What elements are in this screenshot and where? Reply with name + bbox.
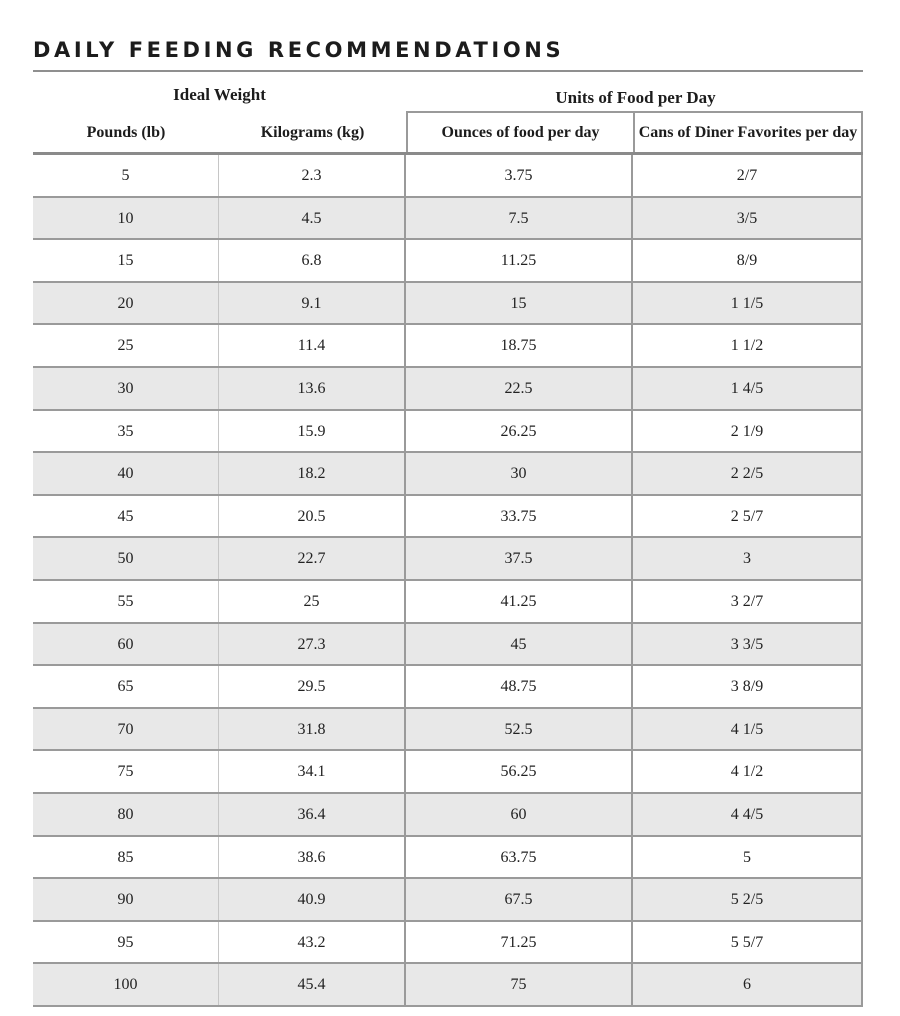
ounces-cell: 11.25 (406, 240, 633, 281)
column-header-ounces: Ounces of food per day (441, 124, 600, 141)
kilograms-cell: 45.4 (219, 964, 406, 1005)
table-row (33, 496, 863, 539)
ounces-cell: 37.5 (406, 538, 633, 579)
cans-cell: 2 2/5 (633, 453, 863, 494)
table-row (33, 837, 863, 880)
pounds-cell: 95 (33, 922, 219, 963)
pounds-cell: 45 (33, 496, 219, 537)
cans-cell: 3 8/9 (633, 666, 863, 707)
ounces-cell: 3.75 (406, 155, 633, 196)
ounces-cell: 63.75 (406, 837, 633, 878)
table-row (33, 368, 863, 411)
cans-cell: 3 2/7 (633, 581, 863, 622)
ounces-cell: 26.25 (406, 411, 633, 452)
kilograms-cell: 40.9 (219, 879, 406, 920)
kilograms-cell: 38.6 (219, 837, 406, 878)
pounds-cell: 80 (33, 794, 219, 835)
table-row (33, 581, 863, 624)
pounds-cell: 70 (33, 709, 219, 750)
table-row (33, 155, 863, 198)
cans-cell: 2 5/7 (633, 496, 863, 537)
kilograms-cell: 13.6 (219, 368, 406, 409)
ounces-cell: 41.25 (406, 581, 633, 622)
cans-cell: 3/5 (633, 198, 863, 239)
pounds-cell: 75 (33, 751, 219, 792)
units-header-frame-right (861, 111, 863, 153)
table-row (33, 964, 863, 1007)
kilograms-cell: 11.4 (219, 325, 406, 366)
pounds-cell: 20 (33, 283, 219, 324)
cans-cell: 2/7 (633, 155, 863, 196)
pounds-cell: 55 (33, 581, 219, 622)
ounces-cell: 15 (406, 283, 633, 324)
table-row (33, 794, 863, 837)
ounces-cell: 71.25 (406, 922, 633, 963)
ounces-cell: 52.5 (406, 709, 633, 750)
pounds-cell: 35 (33, 411, 219, 452)
table-row (33, 879, 863, 922)
cans-cell: 5 (633, 837, 863, 878)
cans-cell: 6 (633, 964, 863, 1005)
title-divider (33, 70, 863, 72)
pounds-cell: 85 (33, 837, 219, 878)
kilograms-cell: 15.9 (219, 411, 406, 452)
units-of-food-group-header: Units of Food per Day (555, 88, 716, 107)
kilograms-cell: 2.3 (219, 155, 406, 196)
table-row (33, 325, 863, 368)
column-header-cans: Cans of Diner Favorites per day (638, 124, 858, 141)
cans-cell: 1 4/5 (633, 368, 863, 409)
table-row (33, 283, 863, 326)
table-row (33, 709, 863, 752)
pounds-cell: 65 (33, 666, 219, 707)
kilograms-cell: 20.5 (219, 496, 406, 537)
table-row (33, 922, 863, 965)
pounds-cell: 40 (33, 453, 219, 494)
table-row (33, 538, 863, 581)
column-header-kilograms: Kilograms (kg) (260, 124, 365, 141)
table-row (33, 751, 863, 794)
ounces-cell: 33.75 (406, 496, 633, 537)
table-row (33, 453, 863, 496)
pounds-cell: 100 (33, 964, 219, 1005)
cans-cell: 5 2/5 (633, 879, 863, 920)
pounds-cell: 15 (33, 240, 219, 281)
kilograms-cell: 6.8 (219, 240, 406, 281)
pounds-cell: 5 (33, 155, 219, 196)
kilograms-cell: 22.7 (219, 538, 406, 579)
pounds-cell: 90 (33, 879, 219, 920)
cans-cell: 3 (633, 538, 863, 579)
cans-cell: 4 4/5 (633, 794, 863, 835)
kilograms-cell: 4.5 (219, 198, 406, 239)
ounces-cell: 22.5 (406, 368, 633, 409)
pounds-cell: 25 (33, 325, 219, 366)
cans-cell: 3 3/5 (633, 624, 863, 665)
cans-cell: 4 1/2 (633, 751, 863, 792)
cans-cell: 1 1/2 (633, 325, 863, 366)
ounces-cell: 30 (406, 453, 633, 494)
table-row (33, 411, 863, 454)
ounces-cell: 60 (406, 794, 633, 835)
ounces-cell: 18.75 (406, 325, 633, 366)
cans-cell: 1 1/5 (633, 283, 863, 324)
table-body (33, 155, 863, 1007)
kilograms-cell: 36.4 (219, 794, 406, 835)
cans-cell: 4 1/5 (633, 709, 863, 750)
ounces-cell: 7.5 (406, 198, 633, 239)
table-row (33, 624, 863, 667)
ounces-cell: 56.25 (406, 751, 633, 792)
kilograms-cell: 34.1 (219, 751, 406, 792)
pounds-cell: 50 (33, 538, 219, 579)
kilograms-cell: 29.5 (219, 666, 406, 707)
ounces-cell: 48.75 (406, 666, 633, 707)
ounces-cell: 75 (406, 964, 633, 1005)
table-row (33, 666, 863, 709)
kilograms-cell: 9.1 (219, 283, 406, 324)
cans-cell: 2 1/9 (633, 411, 863, 452)
kilograms-cell: 31.8 (219, 709, 406, 750)
kilograms-cell: 25 (219, 581, 406, 622)
kilograms-cell: 43.2 (219, 922, 406, 963)
table-row (33, 198, 863, 241)
ounces-cell: 67.5 (406, 879, 633, 920)
page-title: DAILY FEEDING RECOMMENDATIONS (33, 38, 565, 62)
cans-cell: 8/9 (633, 240, 863, 281)
column-header-pounds: Pounds (lb) (86, 124, 166, 141)
cans-cell: 5 5/7 (633, 922, 863, 963)
pounds-cell: 60 (33, 624, 219, 665)
kilograms-cell: 18.2 (219, 453, 406, 494)
pounds-cell: 10 (33, 198, 219, 239)
pounds-cell: 30 (33, 368, 219, 409)
ounces-cell: 45 (406, 624, 633, 665)
ideal-weight-group-header: Ideal Weight (173, 85, 266, 104)
table-row (33, 240, 863, 283)
kilograms-cell: 27.3 (219, 624, 406, 665)
